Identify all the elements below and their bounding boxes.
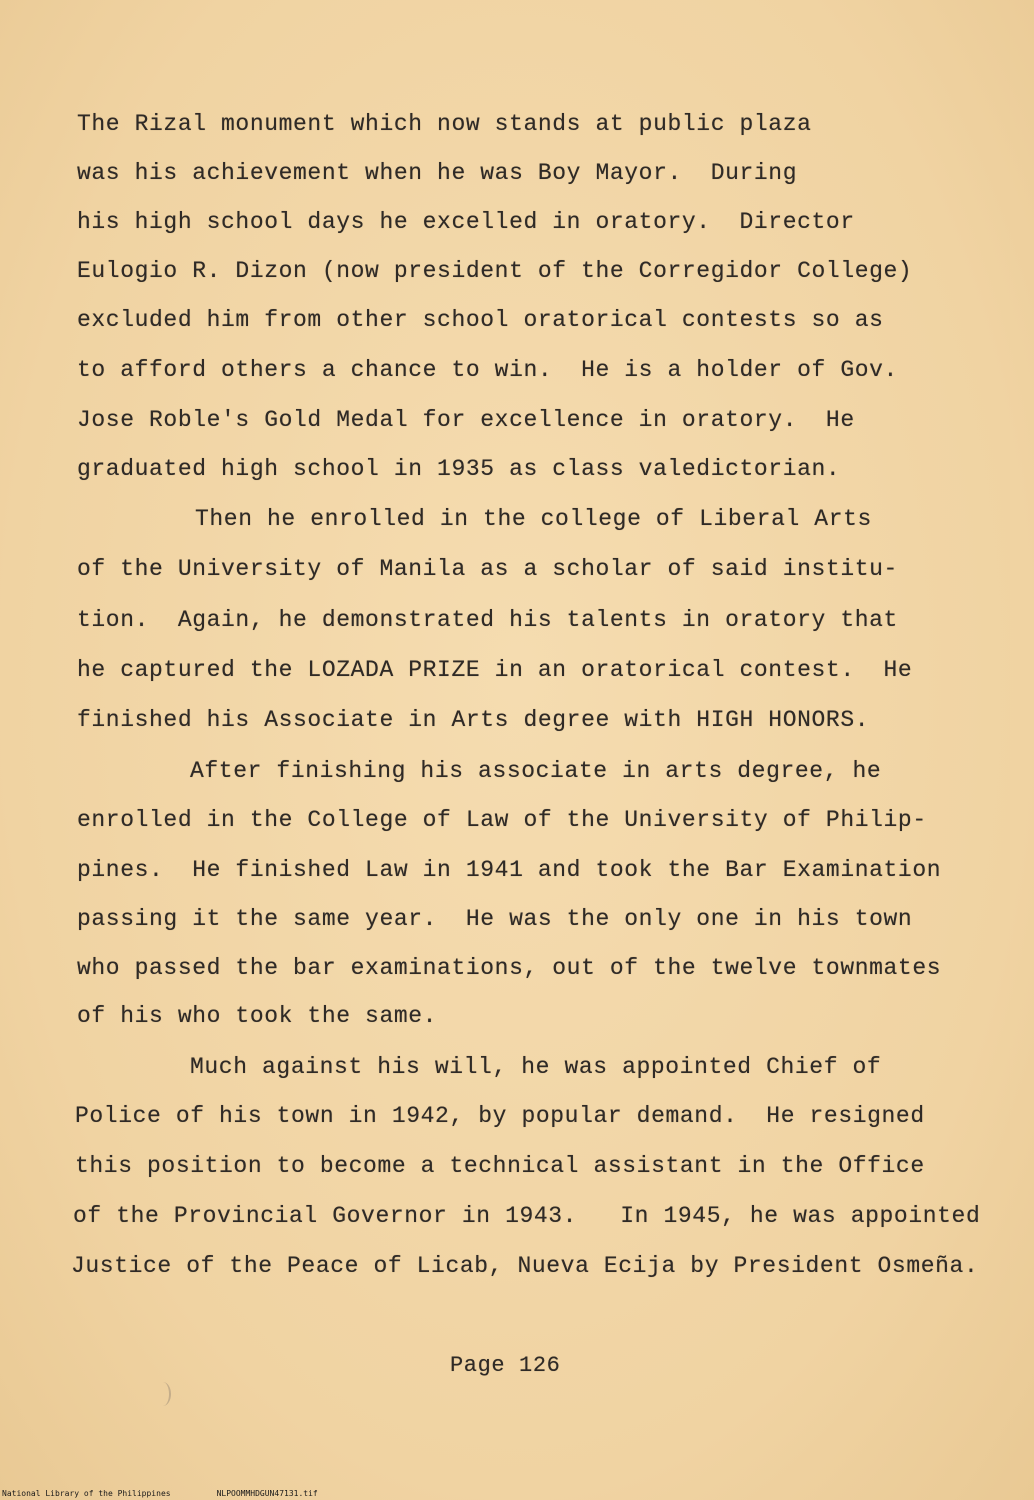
text-line: to afford others a chance to win. He is a holder of Gov. [77,357,898,383]
page-number: Page 126 [450,1353,561,1378]
text-line: of the University of Manila as a scholar of said institu- [77,556,898,582]
text-line: his high school days he excelled in oratory. Director [77,209,855,235]
text-line: graduated high school in 1935 as class valedictorian. [77,456,841,482]
footer-filename: NLPOOMMHDGUN47131.tif [216,1489,318,1498]
pencil-mark [155,1382,171,1406]
text-line: tion. Again, he demonstrated his talents in oratory that [77,607,898,633]
text-line: of his who took the same. [77,1003,438,1029]
text-line: Eulogio R. Dizon (now president of the Corregidor College) [77,258,913,284]
text-line: was his achievement when he was Boy Mayor. During [77,160,798,186]
text-line: excluded him from other school oratorical contests so as [77,307,884,333]
text-line: who passed the bar examinations, out of the twelve townmates [77,955,942,981]
text-line: After finishing his associate in arts degree, he [190,758,882,784]
text-line: passing it the same year. He was the only one in his town [77,906,913,932]
text-line: The Rizal monument which now stands at public plaza [77,111,812,137]
text-line: Much against his will, he was appointed Chief of [190,1054,882,1080]
text-line: this position to become a technical assistant in the Office [75,1153,925,1179]
text-line: of the Provincial Governor in 1943. In 1945, he was appointed [73,1203,981,1229]
scan-footer [2,1489,364,1499]
footer-library: National Library of the Philippines [2,1489,171,1498]
text-line: Jose Roble's Gold Medal for excellence in oratory. He [77,407,855,433]
text-line: enrolled in the College of Law of the University of Philip- [77,807,927,833]
text-line: Then he enrolled in the college of Liberal Arts [195,506,872,532]
text-line: Police of his town in 1942, by popular demand. He resigned [75,1103,925,1129]
text-line: Justice of the Peace of Licab, Nueva Ecija by President Osmeña. [71,1253,979,1279]
text-line: pines. He finished Law in 1941 and took the Bar Examination [77,857,942,883]
text-line: finished his Associate in Arts degree with HIGH HONORS. [77,707,870,733]
text-line: he captured the LOZADA PRIZE in an oratorical contest. He [77,657,913,683]
